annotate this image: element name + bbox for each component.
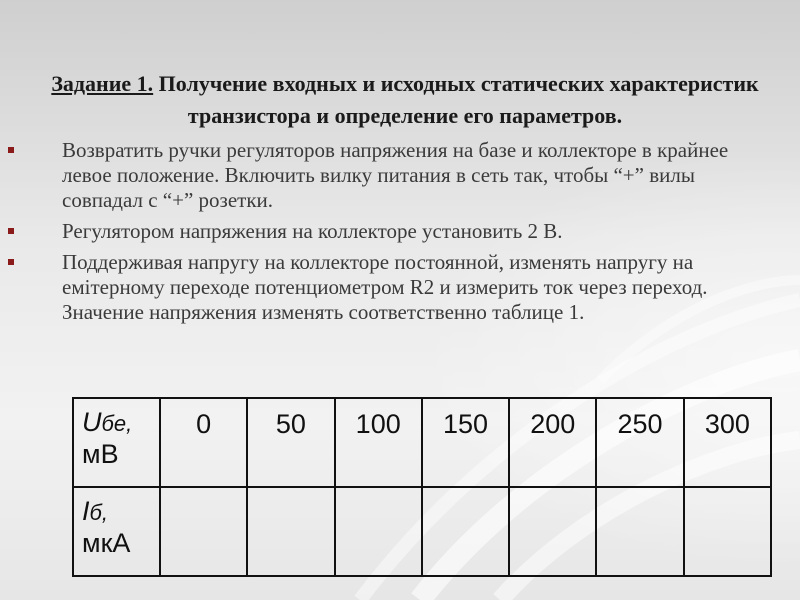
table-cell: 50 [247, 398, 334, 487]
empty-cell [247, 487, 334, 576]
empty-cell [684, 487, 771, 576]
current-symbol: I [82, 496, 90, 526]
empty-cell [509, 487, 596, 576]
instruction-text: Поддерживая напругу на коллекторе постоянной, изменять напругу на емітерному переходе потенциометром R2 и измерить ток через переход. Значение напряжения изменять соответственно таблице 1. [62, 250, 708, 324]
table-cell: 150 [422, 398, 509, 487]
title-task-number: Задание 1. [51, 71, 154, 96]
current-subscript: б, [89, 500, 109, 525]
list-item [0, 250, 800, 325]
empty-cell [160, 487, 247, 576]
title-text: Получение входных и исходных статических характеристик транзистора и определение его параметров. [153, 71, 759, 128]
table-cell: 300 [684, 398, 771, 487]
current-unit: мкА [82, 528, 131, 558]
empty-cell [596, 487, 683, 576]
square-bullet-icon [8, 147, 14, 153]
instruction-text: Возвратить ручки регуляторов напряжения на базе и коллекторе в крайнее левое положение. Включить вилку питания в сеть так, чтобы “+” вилы совпадал с “+” розетки. [62, 138, 729, 212]
square-bullet-icon [8, 228, 14, 234]
table-cell: 250 [596, 398, 683, 487]
table-row [73, 487, 771, 576]
instruction-list [0, 138, 800, 331]
empty-cell [335, 487, 422, 576]
instruction-text: Регулятором напряжения на коллекторе установить 2 В. [62, 219, 563, 243]
slide-title [20, 68, 790, 132]
square-bullet-icon [8, 259, 14, 265]
table-cell: 100 [335, 398, 422, 487]
table-cell: 200 [509, 398, 596, 487]
voltage-symbol: U [82, 407, 102, 437]
measurement-table [72, 397, 772, 577]
list-item [0, 219, 800, 244]
row-header-voltage [73, 398, 160, 487]
table-cell: 0 [160, 398, 247, 487]
row-header-current [73, 487, 160, 576]
voltage-subscript: бе, [101, 411, 133, 436]
empty-cell [422, 487, 509, 576]
table-row [73, 398, 771, 487]
voltage-unit: мВ [82, 439, 119, 469]
list-item [0, 138, 800, 213]
